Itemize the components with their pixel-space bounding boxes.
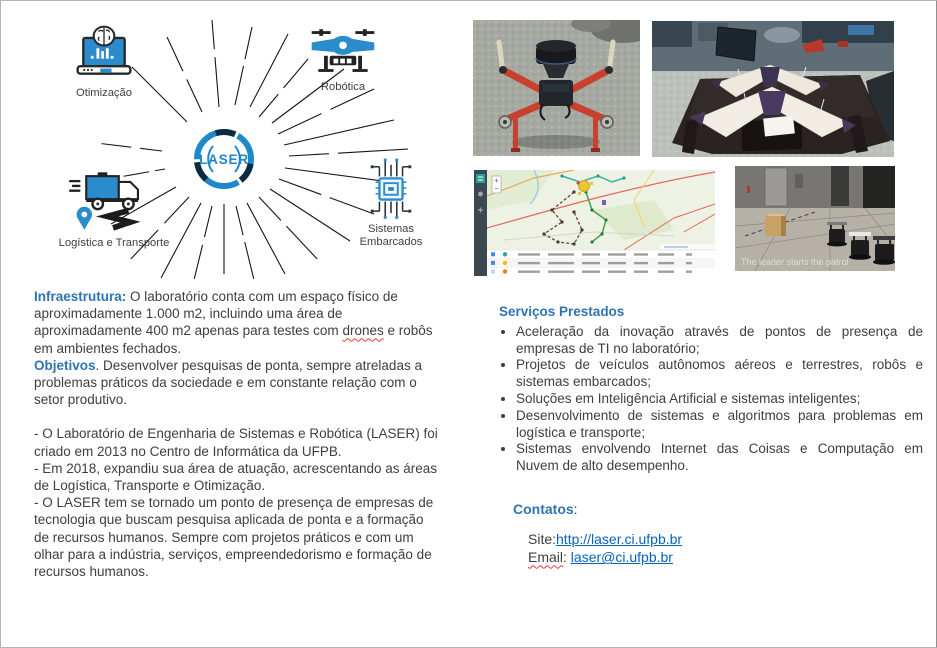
optimization-laptop-brain-icon xyxy=(72,23,136,83)
services-list xyxy=(499,324,923,475)
service-item: • Desenvolvimento de sistemas e algoritmos para problemas em logística e transporte; xyxy=(516,408,923,442)
contact-email-line: Email: laser@ci.ufpb.br xyxy=(528,549,673,566)
infrastructure-heading: Infraestrutura: xyxy=(34,289,127,304)
history-block xyxy=(34,425,442,580)
objectives-heading: Objetivos xyxy=(34,357,96,373)
diagram-node-logistics xyxy=(39,171,189,250)
diagram-node-label: Sistemas Embarcados xyxy=(359,223,423,248)
diagram-node-label: Logística e Transporte xyxy=(58,237,170,249)
laser-logo xyxy=(186,121,262,197)
drone-icon xyxy=(306,27,380,77)
service-item: • Soluções em Inteligência Artificial e sistemas inteligentes; xyxy=(516,391,923,408)
history-item: - O Laboratório de Engenharia de Sistemas e Robótica (LASER) foi criado em 2013 no Centro de Informática da UFPB. xyxy=(34,426,438,459)
truck-route-icon xyxy=(69,171,159,233)
contacts-block: Contatos: Site:http://laser.ci.ufpb.br Email: laser@ci.ufpb.br xyxy=(513,501,923,567)
left-text-column xyxy=(34,288,442,580)
svg-text:−: − xyxy=(494,186,499,193)
patrol-robots-photo xyxy=(735,166,895,271)
diagram-node-label: Robótica xyxy=(320,81,366,93)
history-item: - O LASER tem se tornado um ponto de presença de empresas de tecnologia que buscam pesquisa aplicada de ponta e a formação de recursos humanos. Sempre com projetos práticos e com um olhar para a indústria, serviços, empreendedorismo e formação de recursos humanos. xyxy=(34,495,434,580)
services-heading: Serviços Prestados xyxy=(499,304,625,319)
email-label: Email xyxy=(528,549,564,566)
map-tracking-app-screenshot xyxy=(474,170,715,276)
site-link[interactable]: http://laser.ci.ufpb.br xyxy=(556,530,683,547)
infrastructure-paragraph: Infraestrutura: O laboratório conta com um espaço físico de aproximadamente 1.000 m2, incluindo uma área de aproximadamente 400 m2 apenas para testes com drones e robôs em ambientes fechados. xyxy=(34,289,433,356)
history-item: - Em 2018, expandiu sua área de atuação, acrescentando as áreas de Logística, Transporte e Otimização. xyxy=(34,460,438,494)
embedded-chip-icon xyxy=(364,157,418,219)
service-item: • Sistemas envolvendo Internet das Coisas e Computação em Nuvem de alto desempenho. xyxy=(516,441,923,475)
email-link[interactable]: laser@ci.ufpb.br xyxy=(570,549,673,566)
contact-site-line xyxy=(528,530,923,549)
svg-text:+: + xyxy=(494,178,499,185)
map-layers-icon xyxy=(476,174,485,183)
diagram-node-robotics xyxy=(301,27,385,94)
map-user-icon xyxy=(478,192,483,197)
spellcheck-word: drones xyxy=(342,323,384,339)
diagram-node-optimization xyxy=(59,23,149,100)
fixed-wing-drones-photo xyxy=(652,21,894,157)
contacts-heading: Contatos xyxy=(513,500,574,517)
service-item: • Aceleração da inovação através de pontos de presença de empresas de TI no laboratório; xyxy=(516,324,923,358)
right-text-column xyxy=(499,304,923,567)
quadcopter-photo xyxy=(473,20,640,156)
service-item: • Projetos de veículos autônomos aéreos e terrestres, robôs e sistemas embarcados; xyxy=(516,357,923,391)
objectives-paragraph: Objetivos. Desenvolver pesquisas de ponta, sempre atreladas a problemas práticos da sociedade e em constante relação com o setor produtivo. xyxy=(34,357,422,408)
laser-logo-text: LASER xyxy=(199,152,249,167)
laser-areas-diagram xyxy=(21,9,461,287)
video-caption: The leader starts the patrol xyxy=(741,257,849,267)
diagram-node-embedded xyxy=(350,157,432,248)
map-app-sidebar xyxy=(474,170,487,276)
diagram-node-label: Otimização xyxy=(76,87,132,99)
site-label: Site: xyxy=(528,530,557,547)
